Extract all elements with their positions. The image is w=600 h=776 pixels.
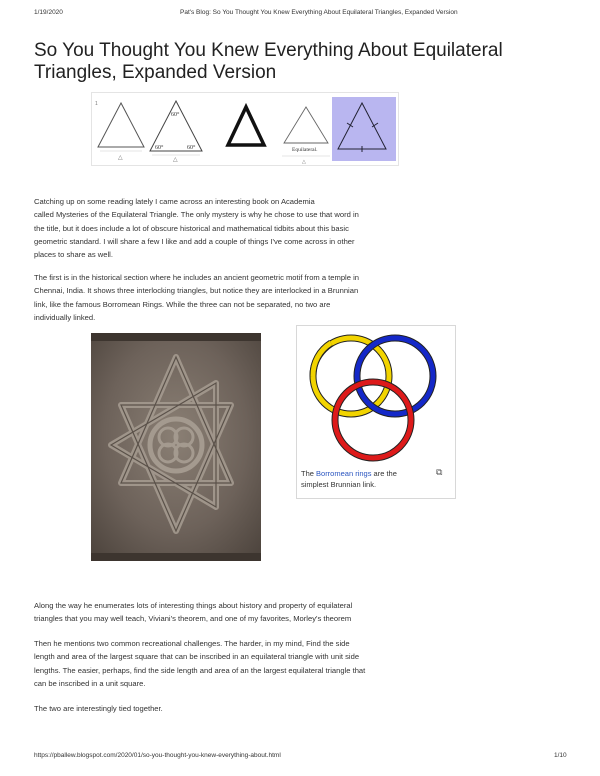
borromean-rings-drawing xyxy=(301,330,451,466)
svg-text:△: △ xyxy=(118,155,123,161)
paragraph-4 xyxy=(34,637,568,690)
text-line: places to share as well. xyxy=(34,250,113,260)
temple-motif-drawing xyxy=(91,333,261,561)
print-page-title: Pat's Blog: So You Thought You Knew Everything About Equilateral Triangles, Expanded Version xyxy=(180,9,458,16)
text-line: can be inscribed in a unit square. xyxy=(34,678,146,688)
text-line: individually linked. xyxy=(34,312,96,322)
angle-label-right: 60° xyxy=(187,145,196,151)
text-line: Catching up on some reading lately I came across an interesting book on Academia xyxy=(34,197,315,206)
text-line: Along the way he enumerates lots of interesting things about history and property of equilateral xyxy=(34,601,353,610)
borromean-rings-figure xyxy=(296,325,456,499)
print-page-number: 1/10 xyxy=(554,752,567,759)
triangles-strip xyxy=(92,93,398,165)
text-line: The first is in the historical section where he includes an ancient geometric motif from a temple in xyxy=(34,273,359,282)
text-line: Then he mentions two common recreational challenges. The harder, in my mind, Find the side xyxy=(34,639,350,648)
svg-text:△: △ xyxy=(302,159,306,165)
paragraph-3 xyxy=(34,599,568,626)
angle-label-left: 60° xyxy=(155,145,164,151)
paragraph-2 xyxy=(34,271,568,324)
figure-caption: The Borromean rings are the simplest Brunnian link. xyxy=(301,469,397,489)
svg-text:△: △ xyxy=(173,157,178,163)
paragraph-1 xyxy=(34,195,568,261)
svg-text:1: 1 xyxy=(95,101,98,107)
text-line: lengths. The easier, perhaps, find the side length and area of an the largest equilateral triangle that xyxy=(34,665,366,675)
text-line: the title, but it does include a lot of obscure historical and mathematical tidbits about this basic xyxy=(34,223,349,233)
text-line: triangles that you may well teach, Viviani's theorem, and one of my favorites, Morley's theorem xyxy=(34,614,352,624)
text-line: Chennai, India. It shows three interlocking triangles, but notice they are interlocked in a Brunnian xyxy=(34,286,359,296)
text-line: called Mysteries of the Equilateral Triangle. The only mystery is why he chose to use that word in xyxy=(34,210,359,220)
angle-label-top: 60° xyxy=(171,112,180,118)
text-line: geometric standard. I will share a few I like and add a couple of things I've come across in other xyxy=(34,236,355,246)
ring-red xyxy=(335,382,411,458)
temple-motif-image xyxy=(91,333,261,561)
text-line: link, like the famous Borromean Rings. While the three can not be separated, no two are xyxy=(34,299,331,309)
article-title: So You Thought You Knew Everything About Equilateral Triangles, Expanded Version xyxy=(34,40,503,83)
print-url[interactable]: https://pballew.blogspot.com/2020/01/so-you-thought-you-knew-everything-about.html xyxy=(34,752,281,759)
paragraph-5 xyxy=(34,702,568,715)
borromean-rings-link[interactable]: Borromean rings xyxy=(316,469,372,478)
ring-blue xyxy=(357,338,433,414)
text-line: length and area of the largest square that can be inscribed in an equilateral triangle with unit side xyxy=(34,652,360,662)
triangles-figure xyxy=(91,92,399,166)
text-line: The two are interestingly tied together. xyxy=(34,704,163,713)
equilateral-label: Equilateral. xyxy=(292,147,318,153)
print-date: 1/19/2020 xyxy=(34,9,63,16)
enlarge-icon[interactable]: ⧉ xyxy=(436,467,443,477)
